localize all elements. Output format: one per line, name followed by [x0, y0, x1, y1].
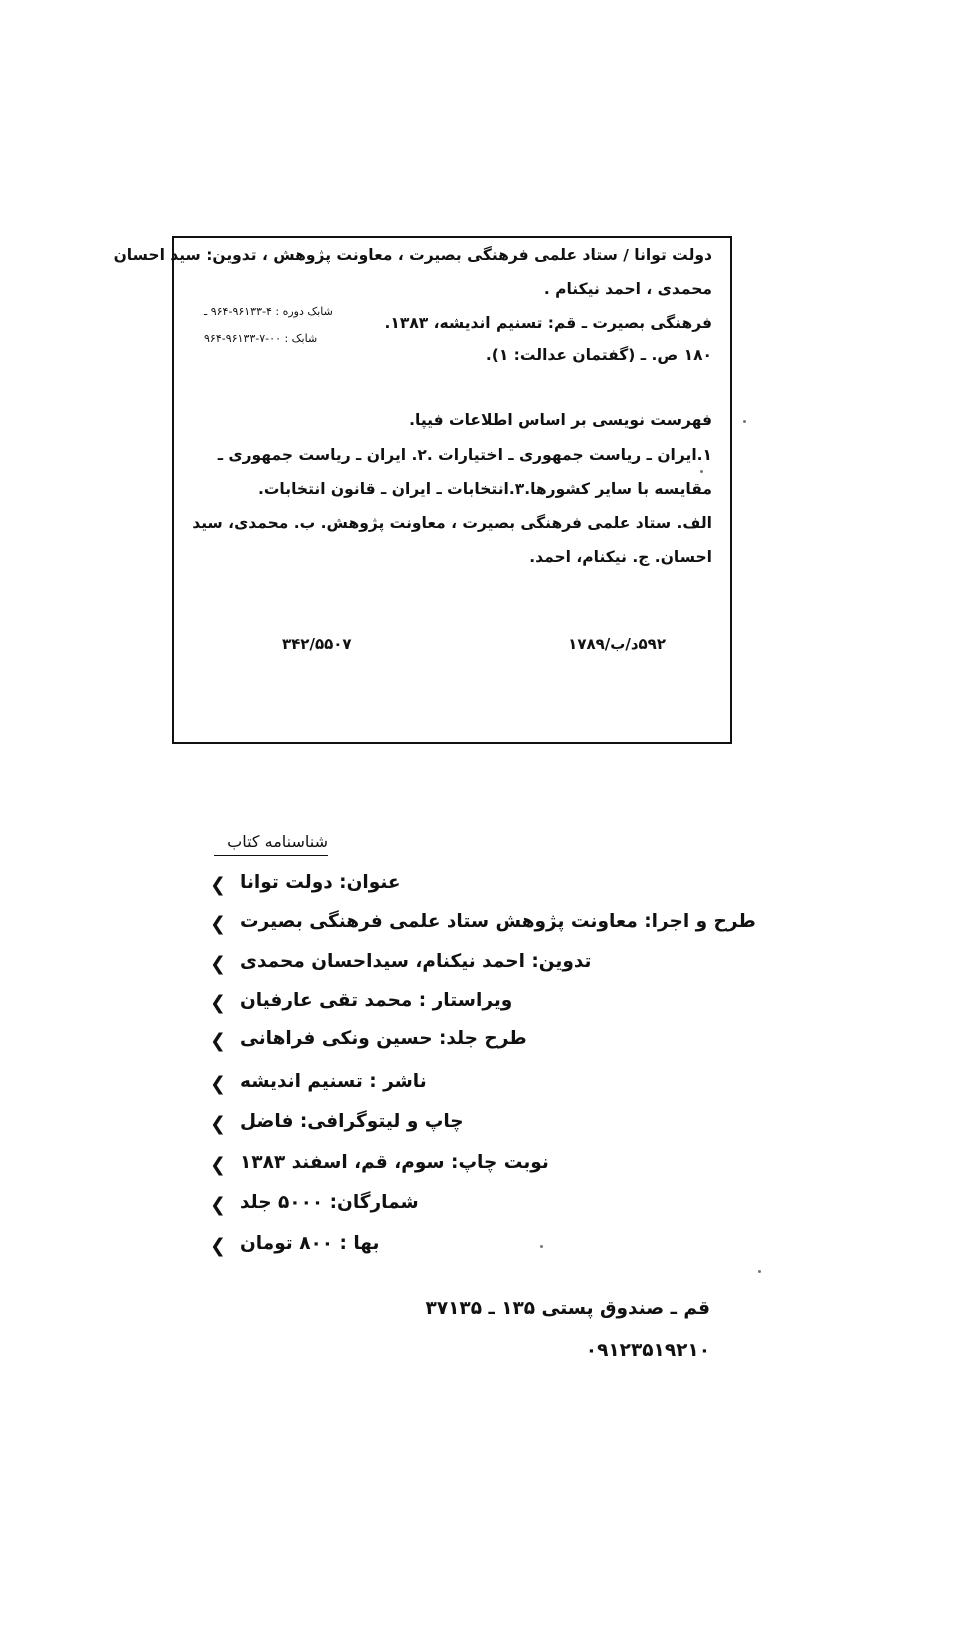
cip-fipa-note: فهرست نویسی بر اساس اطلاعات فیپا. [409, 411, 712, 429]
chevron-left-icon: ❮ [210, 1235, 226, 1257]
identity-item [210, 1111, 730, 1141]
po-box-address: قم ـ صندوق پستی ۱۳۵ ـ ۳۷۱۳۵ [425, 1298, 710, 1319]
dewey-class-number: ۳۴۲/۵۵۰۷ [282, 635, 352, 653]
identity-item [210, 1071, 730, 1101]
phone-number: ۰۹۱۲۳۵۱۹۲۱۰ [585, 1340, 710, 1361]
scan-speck [700, 470, 703, 473]
identity-item [210, 1233, 730, 1263]
chevron-left-icon: ❮ [210, 953, 226, 975]
isbn-set: شابک دوره : ۴-۹۶۱۳۳-۹۶۴ ـ [204, 305, 333, 318]
identity-item-text: طرح جلد: حسین ونکی فراهانی [240, 1028, 527, 1049]
identity-item-text: نوبت چاپ: سوم، قم، اسفند ۱۳۸۳ [240, 1152, 549, 1173]
cip-publisher-line: فرهنگی بصیرت ـ قم: تسنیم اندیشه، ۱۳۸۳. [384, 314, 712, 332]
chevron-left-icon: ❮ [210, 1154, 226, 1176]
identity-item [210, 872, 730, 902]
identity-item-text: عنوان: دولت توانا [240, 872, 401, 893]
identity-item [210, 951, 730, 981]
cip-subject-line-2: مقایسه با سایر کشورها.۳.انتخابات ـ ایران ـ قانون انتخابات. [257, 480, 712, 498]
chevron-left-icon: ❮ [210, 1194, 226, 1216]
chevron-left-icon: ❮ [210, 913, 226, 935]
cip-pages-line: ۱۸۰ ص. ـ (گفتمان عدالت: ۱). [485, 346, 712, 364]
scan-speck [743, 420, 746, 423]
identity-item [210, 990, 730, 1020]
identity-item-text: ویراستار : محمد تقی عارفیان [240, 990, 513, 1011]
identity-item [210, 911, 756, 941]
chevron-left-icon: ❮ [210, 1073, 226, 1095]
identity-item-text: شمارگان: ۵۰۰۰ جلد [240, 1192, 419, 1213]
identity-item [210, 1028, 730, 1058]
cip-title-line: دولت توانا / ستاد علمی فرهنگی بصیرت ، معاونت پژوهش ، تدوین: سید احسان [113, 246, 712, 264]
identity-item [210, 1192, 730, 1222]
identity-item [210, 1152, 730, 1182]
identity-item-text: طرح و اجرا: معاونت پژوهش ستاد علمی فرهنگی بصیرت [240, 911, 756, 932]
lc-class-number: ۵۹۲د/ب/۱۷۸۹ [568, 635, 666, 653]
cip-entry-line-1: الف. ستاد علمی فرهنگی بصیرت ، معاونت پژوهش. ب. محمدی، سید [192, 514, 712, 532]
scan-speck [540, 1245, 543, 1248]
identity-item-text: ناشر : تسنیم اندیشه [240, 1071, 427, 1092]
identity-item-text: بها : ۸۰۰ تومان [240, 1233, 380, 1254]
cip-subject-line-1: ۱.ایران ـ ریاست جمهوری ـ اختیارات .۲. ایران ـ ریاست جمهوری ـ [217, 446, 712, 464]
cip-authors-line: محمدی ، احمد نیکنام . [543, 280, 712, 298]
scan-speck [758, 1270, 761, 1273]
chevron-left-icon: ❮ [210, 1030, 226, 1052]
identity-item-text: تدوین: احمد نیکنام، سیداحسان محمدی [240, 951, 592, 972]
book-identity-title: شناسنامه کتاب [214, 832, 328, 856]
isbn: شابک : ۰۰-۷-۹۶۱۳۳-۹۶۴ [204, 332, 318, 345]
cip-entry-line-2: احسان. ج. نیکنام، احمد. [529, 548, 712, 566]
chevron-left-icon: ❮ [210, 874, 226, 896]
cip-catalog-box [113, 236, 732, 744]
chevron-left-icon: ❮ [210, 1113, 226, 1135]
chevron-left-icon: ❮ [210, 992, 226, 1014]
identity-item-text: چاپ و لیتوگرافی: فاضل [240, 1111, 464, 1132]
